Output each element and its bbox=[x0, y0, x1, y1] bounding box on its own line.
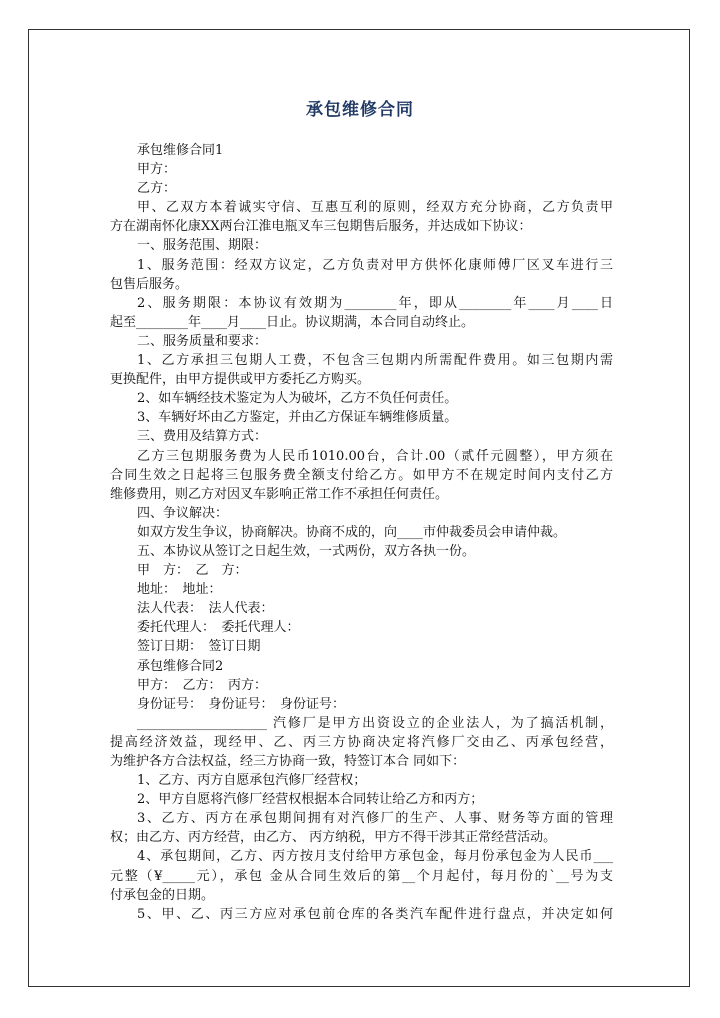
paragraph-line: 2、甲方自愿将汽修厂经营权根据本合同转让给乙方和丙方； bbox=[137, 792, 484, 808]
document-title: 承包维修合同 bbox=[306, 100, 414, 120]
paragraph-line: 甲方： bbox=[137, 162, 177, 178]
paragraph-line: 权；由乙方、丙方经营，由乙方、 丙方纳税，甲方不得干涉其正常经营活动。 bbox=[110, 830, 557, 846]
paragraph-line: 1、乙方、丙方自愿承包汽修厂经营权； bbox=[137, 773, 367, 789]
paragraph-line: 4、承包期间，乙方、丙方按月支付给甲方承包金，每月份承包金为人民币___ bbox=[137, 849, 613, 865]
paragraph-line: 付承包金的日期。 bbox=[110, 887, 215, 903]
paragraph-line: 四、争议解决： bbox=[137, 505, 229, 521]
paragraph-line: 法人代表： 法人代表： bbox=[137, 601, 274, 617]
paragraph-line: 承包维修合同1 bbox=[137, 143, 224, 158]
paragraph-line: 1、服务范围：经双方议定，乙方负责对甲方供怀化康师傅厂区叉车进行三 bbox=[137, 257, 613, 273]
paragraph-line: 二、服务质量和要求： bbox=[137, 333, 268, 349]
paragraph-line: 提高经济效益，现经甲、乙、丙三方协商决定将汽修厂交由乙、丙承包经营， bbox=[110, 734, 613, 750]
paragraph-line: 维修费用，则乙方对因叉车影响正常工作不承担任何责任。 bbox=[110, 486, 449, 502]
paragraph-line: 如双方发生争议，协商解决。协商不成的，向____市仲裁委员会申请仲裁。 bbox=[137, 524, 567, 540]
paragraph-line: 委托代理人： 委托代理人： bbox=[137, 620, 300, 636]
paragraph-line: 方在湖南怀化康XX两台江淮电瓶叉车三包期售后服务，并达成如下协议： bbox=[110, 219, 532, 235]
paragraph-line: 2、服务期限：本协议有效期为________年，即从________年____月____日 bbox=[137, 295, 613, 311]
paragraph-line: 身份证号： 身份证号： 身份证号： bbox=[137, 696, 346, 712]
paragraph-line: 五、本协议从签订之日起生效，一式两份，双方各执一份。 bbox=[137, 543, 476, 559]
paragraph-line: 1、乙方承担三包期人工费，不包含三包期内所需配件费用。如三包期内需 bbox=[137, 353, 613, 369]
paragraph-line: 起至________年____月____日止。协议期满，本合同自动终止。 bbox=[110, 314, 475, 330]
paragraph-line: 地址： 地址： bbox=[137, 582, 222, 598]
paragraph-line: 甲、乙双方本着诚实守信、互惠互利的原则，经双方充分协商，乙方负责甲 bbox=[137, 200, 613, 216]
paragraph-line: 甲方： 乙方： 丙方： bbox=[137, 677, 268, 693]
paragraph-line: 甲 方： 乙 方： bbox=[137, 563, 248, 579]
paragraph-line: 承包维修合同2 bbox=[137, 658, 224, 674]
paragraph-line: 签订日期： 签订日期 bbox=[137, 639, 261, 655]
paragraph-line: 一、服务范围、期限： bbox=[137, 238, 268, 254]
paragraph-line: 更换配件，由甲方提供或甲方委托乙方购买。 bbox=[110, 372, 371, 388]
paragraph-line: 为维护各方合法权益，经三方协商一致，特签订本合 同如下： bbox=[110, 754, 466, 769]
paragraph-line: 5、甲、乙、丙三方应对承包前仓库的各类汽车配件进行盘点，并决定如何 bbox=[137, 906, 613, 922]
paragraph-line: 乙方： bbox=[137, 181, 177, 197]
paragraph-line: 3、车辆好坏由乙方鉴定，并由乙方保证车辆维修质量。 bbox=[137, 410, 458, 426]
paragraph-line: 乙方三包期服务费为人民币1010.00台，合计.00（贰仟元圆整），甲方须在 bbox=[137, 448, 613, 464]
document-body bbox=[110, 141, 613, 924]
paragraph-line: 3、乙方、丙方在承包期间拥有对汽修厂的生产、人事、财务等方面的管理 bbox=[137, 811, 613, 827]
paragraph-line: 2、如车辆经技术鉴定为人为破坏，乙方不负任何责任。 bbox=[137, 391, 458, 407]
paragraph-line: 三、费用及结算方式： bbox=[137, 429, 268, 445]
paragraph-line: 合同生效之日起将三包服务费全额支付给乙方。如甲方不在规定时间内支付乙方 bbox=[110, 467, 613, 483]
paragraph-line: ____________________ 汽修厂是甲方出资设立的企业法人，为了搞活机制， bbox=[137, 715, 613, 731]
paragraph-line: 元整（¥_____元），承包 金从合同生效后的第__个月起付，每月份的`__号为支 bbox=[110, 868, 613, 884]
paragraph-line: 包售后服务。 bbox=[110, 276, 189, 292]
